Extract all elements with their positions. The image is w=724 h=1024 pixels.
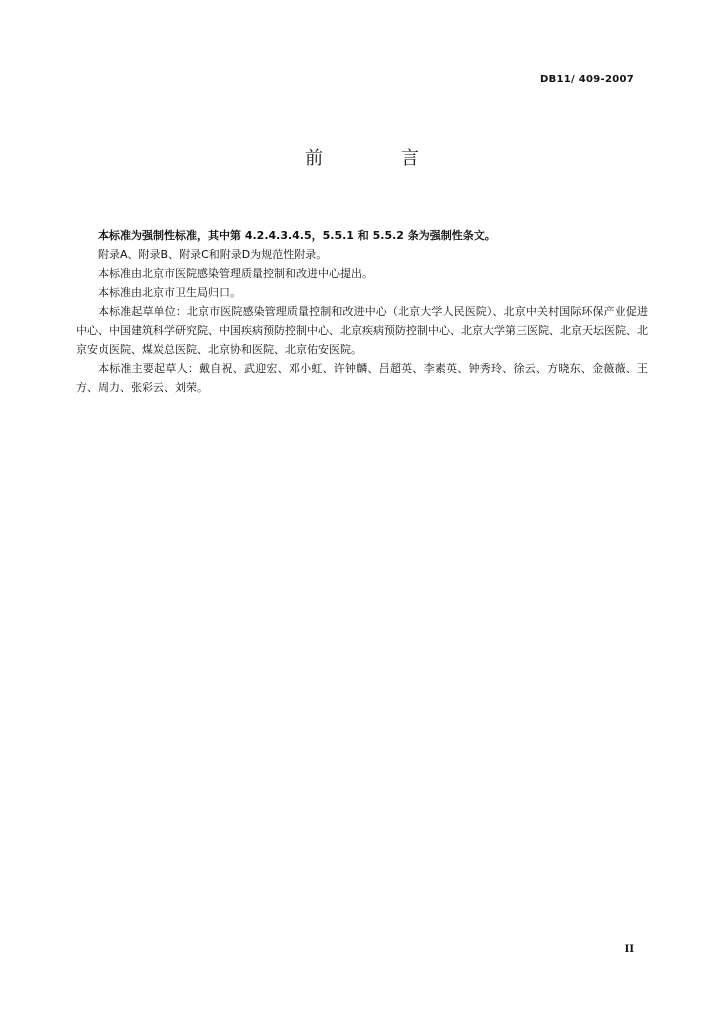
mandatory-clause-paragraph: 本标准为强制性标准，其中第 4.2.4.3.4.5，5.5.1 和 5.5.2 条为强制性条文。	[98, 229, 496, 242]
body-text	[76, 226, 648, 397]
page-title: 前 言	[305, 148, 455, 169]
administrator-paragraph: 本标准由北京市卫生局归口。	[98, 286, 241, 299]
appendix-paragraph: 附录A、附录B、附录C和附录D为规范性附录。	[98, 248, 328, 261]
page-number: II	[624, 944, 634, 955]
drafting-units-paragraph: 本标准起草单位：北京市医院感染管理质量控制和改进中心（北京大学人民医院）、北京中关村国际环保产业促进中心、中国建筑科学研究院、中国疾病预防控制中心、北京疾病预防控制中心、北京大学第三医院、北京天坛医院、北京安贞医院、煤炭总医院、北京协和医院、北京佑安医院。	[76, 305, 648, 356]
standard-code: DB11/ 409-2007	[539, 74, 634, 85]
drafters-paragraph: 本标准主要起草人：戴自祝、武迎宏、邓小虹、许钟麟、吕超英、李素英、钟秀玲、徐云、方晓东、金薇薇、王方、周力、张彩云、刘荣。	[76, 362, 648, 394]
proposer-paragraph: 本标准由北京市医院感染管理质量控制和改进中心提出。	[98, 267, 373, 280]
